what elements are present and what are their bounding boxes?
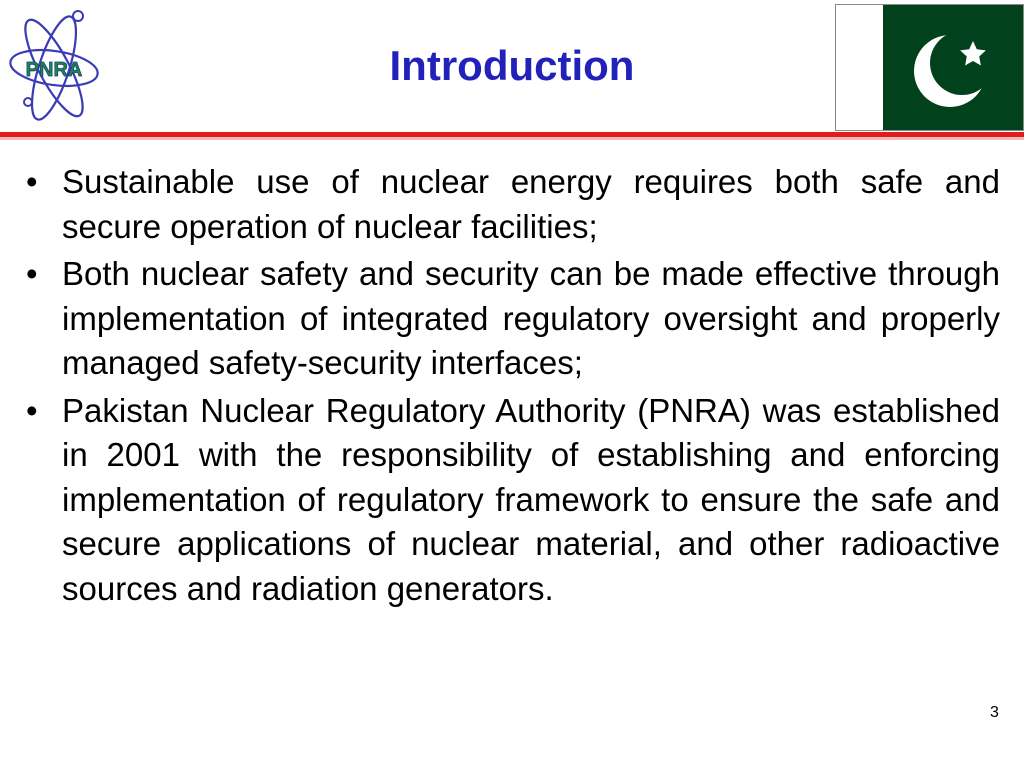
list-item <box>22 389 1000 612</box>
list-item <box>22 160 1000 249</box>
list-item <box>22 252 1000 386</box>
bullet-text: Both nuclear safety and security can be made effective through implementation of integrated regulatory oversight and properly managed safety-security interfaces; <box>62 255 1000 381</box>
bullet-icon: • <box>26 163 38 200</box>
pakistan-flag <box>835 4 1024 131</box>
bullet-text: Sustainable use of nuclear energy requires both safe and secure operation of nuclear facilities; <box>62 163 1000 245</box>
bullet-list <box>22 160 1000 614</box>
page-title: Introduction <box>389 42 635 89</box>
logo-text: PNRA <box>25 59 83 81</box>
pakistan-flag-icon <box>836 5 1024 131</box>
bullet-icon: • <box>26 255 38 292</box>
page-number: 3 <box>990 704 999 721</box>
header-divider <box>0 132 1024 140</box>
bullet-text: Pakistan Nuclear Regulatory Authority (PNRA) was established in 2001 with the responsibility of establishing and enforcing implementation of regulatory framework to ensure the safe and secure applications of nuclear material, and other radioactive sources and radiation generators. <box>62 391 1000 607</box>
bullet-icon: • <box>26 391 38 429</box>
